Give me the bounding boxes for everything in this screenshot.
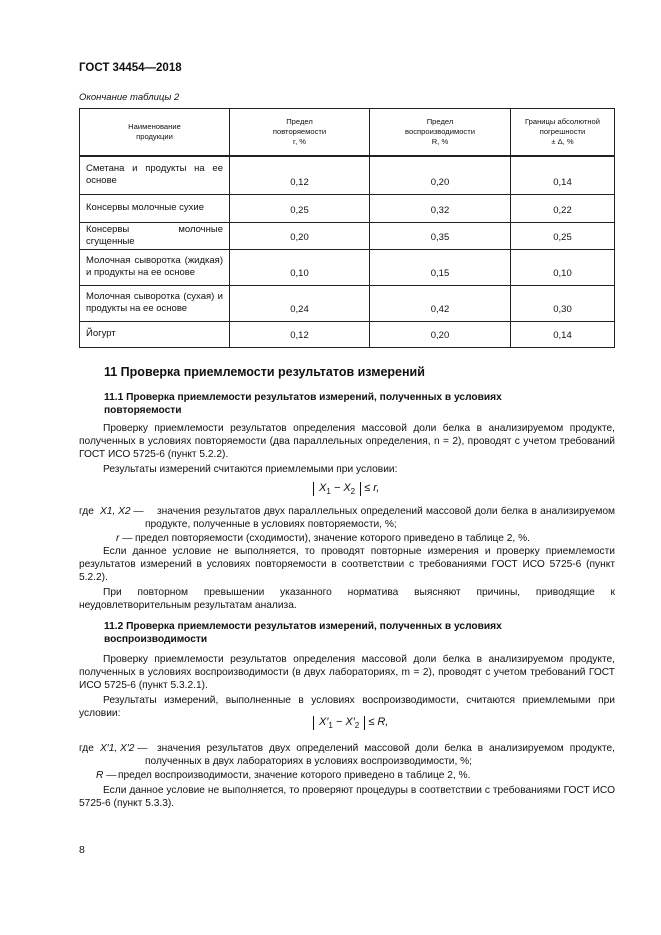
cell-delta: 0,10 <box>511 249 615 285</box>
table-row <box>80 194 615 222</box>
cell-name: Сметана и продукты на ее основе <box>80 156 230 194</box>
paragraph-11-1-p4: При повторном превышении указанного норматива выясняют причины, приводящие к неудовлетворительным результатам анализа. <box>79 587 615 612</box>
cell-r: 0,24 <box>230 285 370 321</box>
table-row <box>80 321 615 347</box>
cell-delta: 0,22 <box>511 194 615 222</box>
cell-R: 0,35 <box>370 222 511 249</box>
column-header-r: Предел повторяемости r, % <box>230 109 370 157</box>
paragraph-11-1-p1: Проверку приемлемости результатов определения массовой доли белка в анализируемом продукте, полученных в условиях повторяемости (два параллельных определения, n = 2), проводят с учетом требований ГОСТ ИСО 5725-6 (пункт 5.2.2). <box>79 423 615 461</box>
column-header-delta: Границы абсолютной погрешности ± Δ, % <box>511 109 615 157</box>
cell-r: 0,20 <box>230 222 370 249</box>
cell-r: 0,12 <box>230 321 370 347</box>
cell-R: 0,42 <box>370 285 511 321</box>
cell-r: 0,12 <box>230 156 370 194</box>
cell-name: Консервы молочные сгущенные <box>80 222 230 249</box>
table-caption: Окончание таблицы 2 <box>79 92 180 103</box>
data-table <box>79 108 615 348</box>
cell-name: Консервы молочные сухие <box>80 194 230 222</box>
r-definition: предел повторяемости (сходимости), значение которого приведено в таблице 2, %. <box>135 533 530 544</box>
formula-abs-bars: $X_1 - X_2$ <box>313 482 361 496</box>
cell-R: 0,20 <box>370 321 511 347</box>
column-header-name: Наименование продукции <box>80 109 230 157</box>
cell-r: 0,25 <box>230 194 370 222</box>
where-definition-x: значения результатов двух параллельных определений массовой доли белка в анализируемом продукте, полученные в условиях повторяемости, %; <box>145 506 615 531</box>
R-symbol: R — <box>96 770 117 781</box>
where-symbols: X1, X2 — <box>100 506 144 517</box>
subsection-11-1-heading: 11.1 Проверка приемлемости результатов измерений, полученных в условиях повторяемости <box>104 392 502 417</box>
formula-repeatability: $X_1 - X_2 \le r$, <box>313 482 379 496</box>
r-symbol: r — <box>116 533 133 544</box>
subsection-11-2-heading: 11.2 Проверка приемлемости результатов измерений, полученных в условиях воспроизводимости <box>104 621 502 646</box>
cell-R: 0,32 <box>370 194 511 222</box>
table-row <box>80 222 615 249</box>
where-label: где <box>79 506 94 517</box>
paragraph-11-1-p2: Результаты измерений считаются приемлемыми при условии: <box>103 464 398 475</box>
cell-r: 0,10 <box>230 249 370 285</box>
column-header-R: Предел воспроизводимости R, % <box>370 109 511 157</box>
page-number: 8 <box>79 844 85 856</box>
paragraph-11-2-p3: Если данное условие не выполняется, то проверяют процедуры в соответствии с требованиями ГОСТ ИСО 5725-6 (пункт 5.3.3). <box>79 785 615 810</box>
paragraph-11-1-p3: Если данное условие не выполняется, то проводят повторные измерения и проверку приемлемости результатов измерений в условиях повторяемости в соответствии с требованиями ГОСТ ИСО 5725-6 (пункт 5.2.2). <box>79 546 615 584</box>
cell-name: Молочная сыворотка (сухая) и продукты на ее основе <box>80 285 230 321</box>
cell-name: Молочная сыворотка (жидкая) и продукты на ее основе <box>80 249 230 285</box>
cell-R: 0,20 <box>370 156 511 194</box>
R-definition: предел воспроизводимости, значение которого приведено в таблице 2, %. <box>118 770 471 781</box>
table-row <box>80 156 615 194</box>
where-symbols-2: X′1, X′2 — <box>100 743 148 754</box>
paragraph-11-2-p2: Результаты измерений, выполненные в условиях воспроизводимости, считаются приемлемыми при условии: <box>79 695 615 720</box>
cell-delta: 0,30 <box>511 285 615 321</box>
paragraph-11-2-p1: Проверку приемлемости результатов определения массовой доли белка в анализируемом продукте, полученных в условиях воспроизводимости (в двух лабораториях, m = 2), проводят с учетом требований ГОСТ ИСО 5725-6 (пункт 5.3.2.1). <box>79 654 615 692</box>
cell-R: 0,15 <box>370 249 511 285</box>
cell-delta: 0,14 <box>511 321 615 347</box>
table-row <box>80 249 615 285</box>
table-row <box>80 285 615 321</box>
formula-abs-bars: $X'_1 - X'_2$ <box>313 716 365 730</box>
section-11-heading: 11 Проверка приемлемости результатов измерений <box>104 365 425 379</box>
cell-name: Йогурт <box>80 321 230 347</box>
table-header-row <box>80 109 615 157</box>
where-label-2: где <box>79 743 94 754</box>
cell-delta: 0,14 <box>511 156 615 194</box>
where-definition-x-prime: значения результатов двух определений массовой доли белка в анализируемом продукте, полученных в двух лабораториях в условиях воспроизводимости, %; <box>145 743 615 768</box>
formula-reproducibility: $X'_1 - X'_2 \le R$, <box>313 716 388 730</box>
cell-delta: 0,25 <box>511 222 615 249</box>
document-header: ГОСТ 34454—2018 <box>79 62 182 74</box>
